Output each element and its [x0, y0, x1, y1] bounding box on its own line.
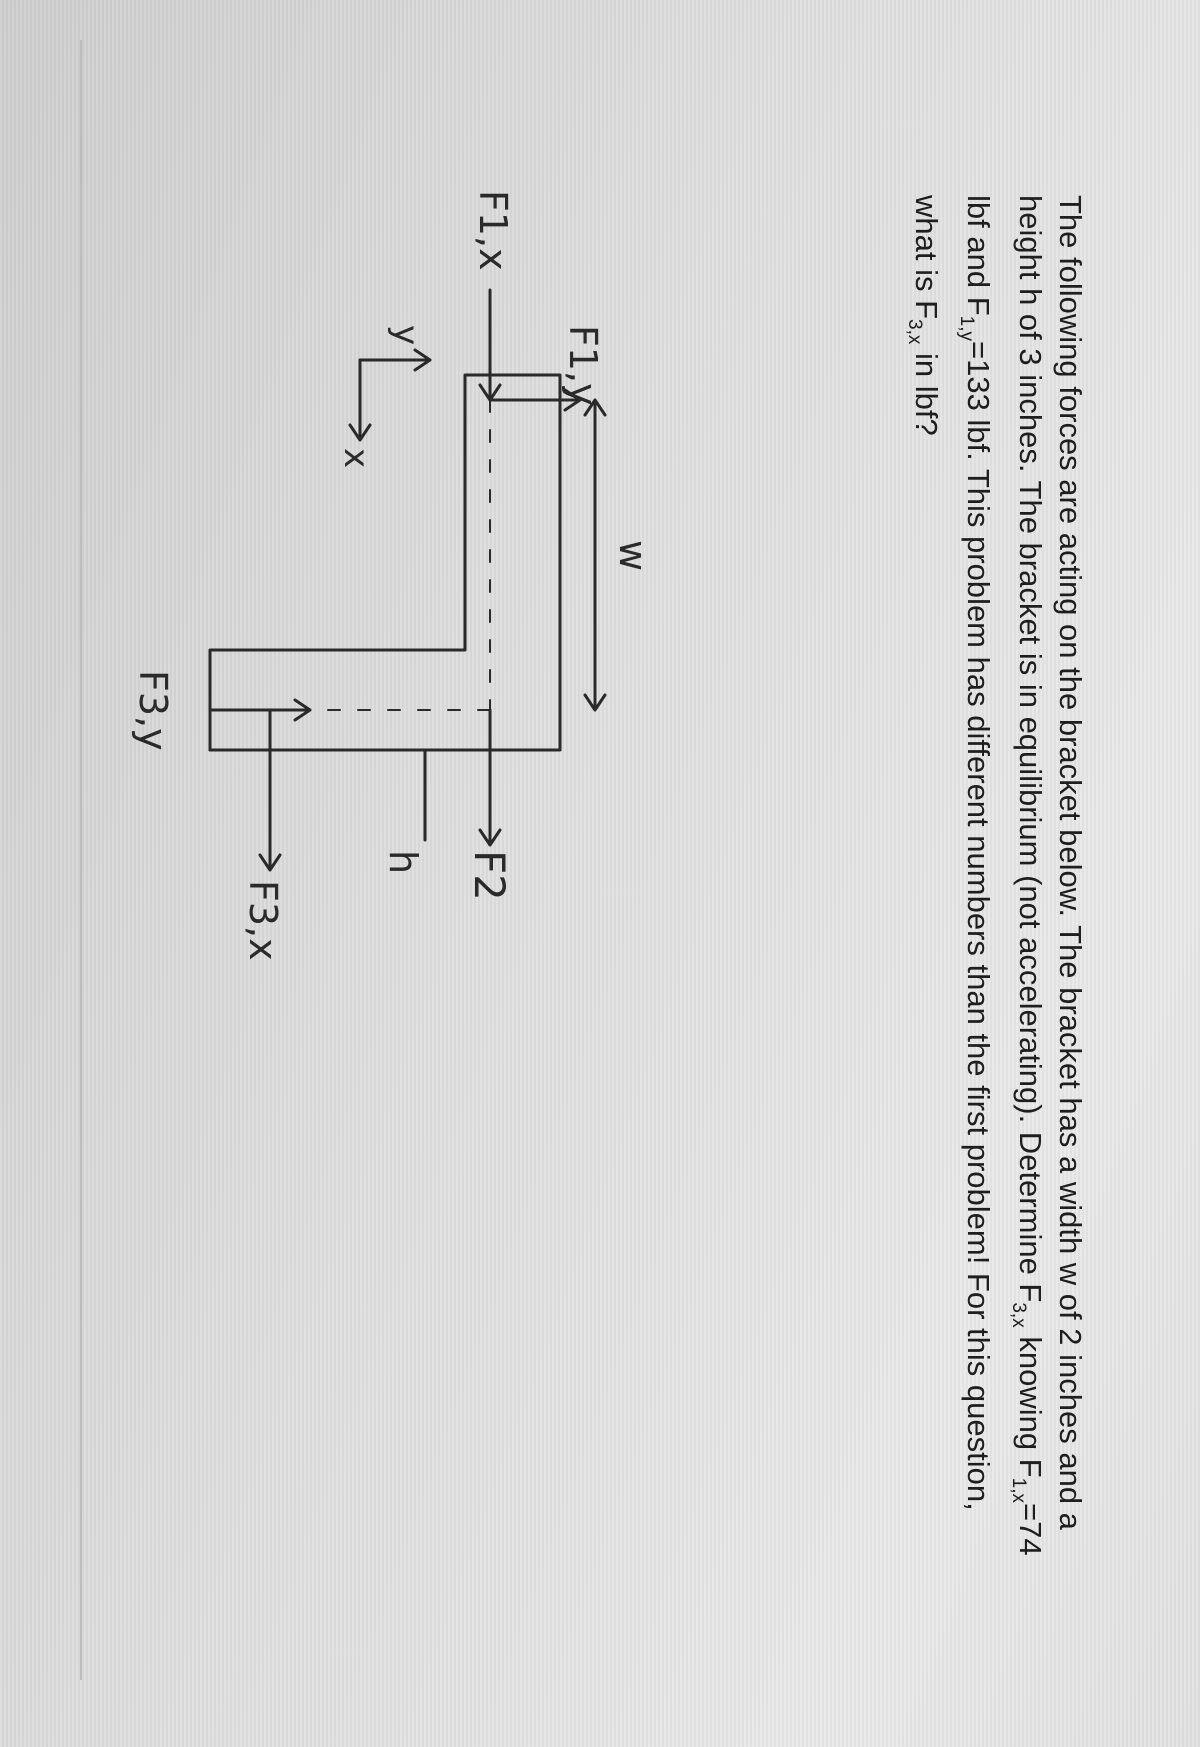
w-dimension — [585, 400, 605, 710]
bracket-diagram — [130, 150, 930, 1600]
label-f2: F2 — [465, 850, 514, 901]
question-sub-3: 1,y — [955, 315, 977, 341]
question-sub-1: 3,x — [1007, 1302, 1029, 1328]
label-w: w — [611, 540, 655, 572]
f1x-arrow — [480, 290, 500, 400]
axis-x-arrow — [350, 360, 370, 440]
label-f1y: F1,y — [561, 325, 605, 406]
question-sub-4: 3,x — [903, 319, 925, 345]
question-part-2: knowing F — [1013, 1327, 1048, 1478]
label-axis-x: x — [336, 448, 376, 469]
h-dimension — [210, 750, 425, 840]
label-axis-y: y — [386, 325, 426, 346]
f3x-arrow — [260, 710, 280, 870]
f3y-arrow — [210, 700, 310, 720]
bracket-sketch — [130, 150, 930, 1600]
label-f3x: F3,x — [241, 880, 285, 961]
f2-arrow — [480, 710, 500, 845]
label-h: h — [381, 850, 425, 875]
question-part-1: The following forces are acting on the bracket below. The bracket has a width w of 2 inches and a height h of 3 inches. The bracket is in equilibrium (not accelerating). Determine F — [1013, 195, 1088, 1530]
question-card — [80, 150, 1130, 1600]
label-f3y: F3,y — [131, 670, 175, 751]
label-f1x: F1,x — [471, 190, 515, 271]
bracket-outline — [210, 375, 560, 750]
axis-y-arrow — [360, 350, 430, 370]
question-part-3: =74 lbf and F — [960, 195, 1048, 1556]
question-sub-2: 1,x — [1007, 1477, 1029, 1503]
question-part-5: in lbf? — [908, 344, 944, 436]
question-part-4: =133 lbf. This problem has different numbers than the first problem! For this question, what is F — [908, 195, 996, 1511]
